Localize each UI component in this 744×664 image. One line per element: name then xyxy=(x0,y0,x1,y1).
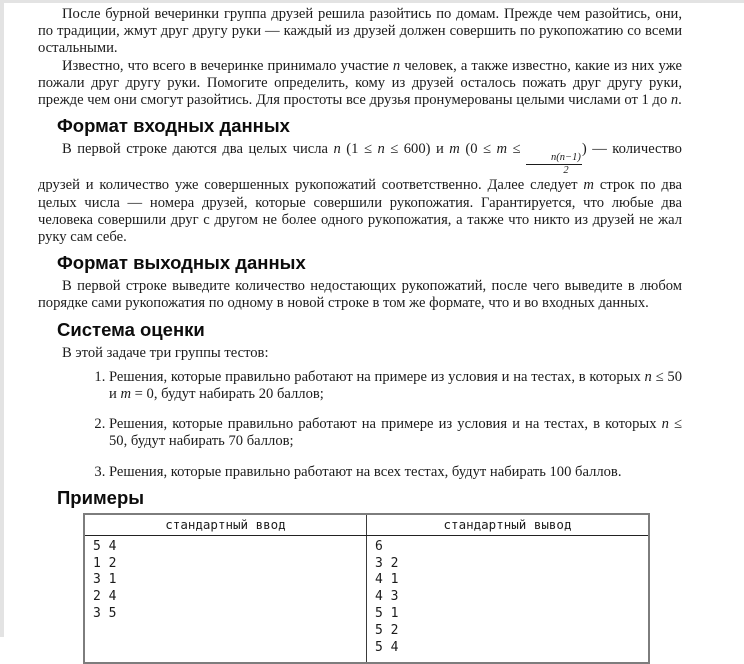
sample-input-cell xyxy=(84,535,367,663)
section-heading-scoring: Система оценки xyxy=(57,318,205,340)
sample-output-line: 3 2 xyxy=(375,555,399,571)
sample-output-line: 5 1 xyxy=(375,605,399,621)
sample-input-line: 3 1 xyxy=(93,572,117,588)
statement-paragraph-2: Известно, что всего в вечеринке принимало участие n человек, а также известно, какие из них уже пожали друг другу руки. Помогите определить, кому из друзей осталось пожать друг другу руки, прежде чем они смогут разойтись. Для простоты все друзья пронумерованы целыми числами от 1 до n. xyxy=(38,57,683,109)
sample-input-line: 5 4 xyxy=(93,538,117,554)
scoring-intro: В этой задаче три группы тестов: xyxy=(62,344,269,361)
sample-output-cell xyxy=(367,535,650,663)
sample-output-line: 6 xyxy=(375,538,383,554)
sample-output-line: 5 2 xyxy=(375,622,399,638)
samples-table xyxy=(83,513,650,664)
samples-table-body-row xyxy=(84,535,649,663)
sample-output-line: 4 1 xyxy=(375,572,399,588)
scoring-test-group-item: 3. Решения, которые правильно работают на всех тестах, будут набирать 100 баллов. xyxy=(109,464,682,481)
sample-input-line: 1 2 xyxy=(93,555,117,571)
sample-output-line: 4 3 xyxy=(375,589,399,605)
sample-output-line: 5 4 xyxy=(375,639,399,655)
sample-output-header: стандартный вывод xyxy=(367,514,650,536)
inline-fraction: $\frac{n(n-1)}{2}$ xyxy=(526,152,582,177)
sample-input-header: стандартный ввод xyxy=(84,514,367,536)
scoring-test-group-item: 1. Решения, которые правильно работают на примере из условия и на тестах, в которых n ≤ 50 и m = 0, будут набирать 20 баллов; xyxy=(109,369,682,403)
sample-input-line: 3 5 xyxy=(93,605,117,621)
scoring-test-groups-list xyxy=(38,369,682,481)
samples-table-header-row xyxy=(84,514,649,536)
output-format-paragraph: В первой строке выведите количество недостающих рукопожатий, после чего выведите в любом порядке сами рукопожатия по одному в новой строке в том же формате, что и во входных данных. xyxy=(38,278,682,312)
section-heading-output-format: Формат выходных данных xyxy=(57,252,306,274)
statement-content xyxy=(4,3,744,664)
section-heading-examples: Примеры xyxy=(57,486,145,508)
sample-input-line: 2 4 xyxy=(93,589,117,605)
scoring-test-group-item: 2. Решения, которые правильно работают на примере из условия и на тестах, в которых n ≤ 50, будут набирать 70 баллов; xyxy=(109,416,682,450)
statement-paragraph-1: После бурной вечеринки группа друзей решила разойтись по домам. Прежде чем разойтись, они, по традиции, жмут друг другу руки — каждый из друзей должен совершить по рукопожатию со всеми остальными. xyxy=(38,6,682,57)
section-heading-input-format: Формат входных данных xyxy=(57,115,290,137)
input-format-paragraph: В первой строке даются два целых числа n (1 ≤ n ≤ 600) и m (0 ≤ m ≤ $\frac{n(n-1)}{2}$ ) — количество друзей и количество уже совершенных рукопожатий соответственно. Далее следует m строк по два целых числа — номера друзей, которые совершили рукопожатия. Гарантируется, что любые два человека совершили друг с другом не более одного рукопожатия, а также что никто из друзей не жал руку сам себе. xyxy=(38,141,682,245)
